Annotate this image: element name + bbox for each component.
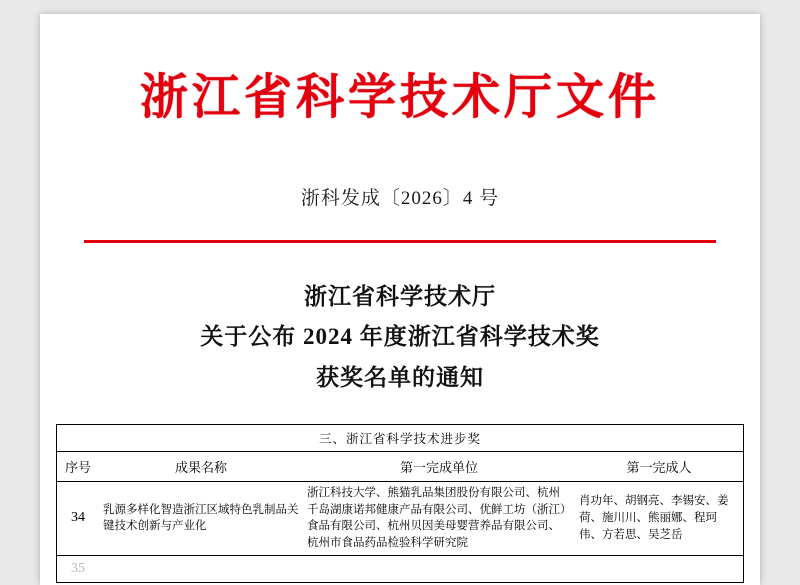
table-section-header-row	[57, 425, 743, 452]
table-header-row	[57, 451, 743, 481]
document-number: 浙科发成〔2026〕4 号	[300, 188, 500, 210]
awards-table	[57, 425, 743, 583]
title-line-3: 获奖名单的通知	[316, 364, 484, 390]
document-page	[40, 14, 760, 585]
table-row	[57, 481, 743, 555]
column-header-unit: 第一完成单位	[303, 451, 575, 481]
document-title	[40, 277, 760, 398]
row-achievement-name	[99, 555, 303, 582]
row-index: 34	[57, 481, 99, 555]
row-achievement-name: 乳源多样化智造浙江区域特色乳制品关键技术创新与产业化	[99, 481, 303, 555]
table-section-header: 三、浙江省科学技术进步奖	[57, 425, 743, 452]
row-first-person: 肖功年、胡钢亮、李锡安、姜荷、施川川、熊丽娜、程珂伟、方若思、吴芝岳	[575, 481, 743, 555]
column-header-person: 第一完成人	[575, 451, 743, 481]
title-line-2: 关于公布 2024 年度浙江省科学技术奖	[200, 324, 600, 350]
red-divider-rule	[84, 240, 716, 243]
row-first-unit: 浙江科技大学、熊猫乳品集团股份有限公司、杭州千岛湖康诺邦健康产品有限公司、优鲜工坊（浙江）食品有限公司、杭州贝因美母婴营养品有限公司、杭州市食品药品检验科学研究院	[303, 481, 575, 555]
table-row	[57, 555, 743, 582]
masthead-title: 浙江省科学技术厅文件	[139, 71, 660, 124]
awards-table-wrap	[56, 424, 744, 583]
row-first-person	[575, 555, 743, 582]
row-first-unit	[303, 555, 575, 582]
column-header-name: 成果名称	[99, 451, 303, 481]
column-header-index: 序号	[57, 451, 99, 481]
row-index: 35	[57, 555, 99, 582]
title-line-1: 浙江省科学技术厅	[304, 284, 496, 310]
